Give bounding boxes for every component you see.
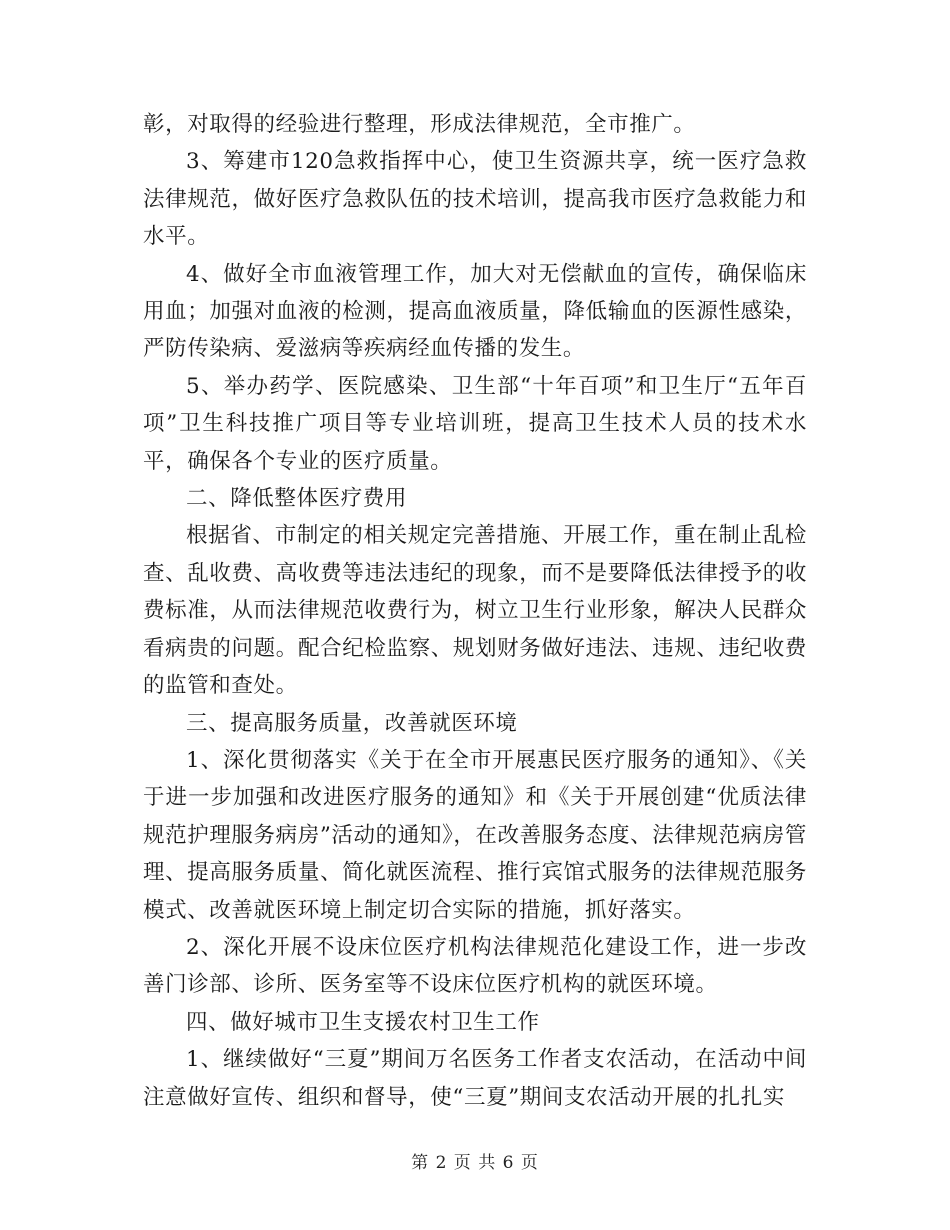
- paragraph-item-3: 3、筹建市120急救指挥中心，使卫生资源共享，统一医疗急救法律规范，做好医疗急救队伍的技术培训，提高我市医疗急救能力和水平。: [143, 149, 807, 250]
- page-number-footer: 第 2 页 共 6 页: [411, 1153, 539, 1173]
- paragraph-section-4-item-1: 1、继续做好“三夏”期间万名医务工作者支农活动，在活动中间注意做好宣传、组织和督导，使“三夏”期间支农活动开展的扎扎实: [143, 1047, 807, 1110]
- paragraph-continuation: 彰，对取得的经验进行整理，形成法律规范，全市推广。: [143, 112, 696, 137]
- paragraph-item-5: 5、举办药学、医院感染、卫生部“十年百项”和卫生厅“五年百项”卫生科技推广项目等专业培训班，提高卫生技术人员的技术水平，确保各个专业的医疗质量。: [143, 373, 807, 474]
- paragraph-section-3-item-2: 2、深化开展不设床位医疗机构法律规范化建设工作，进一步改善门诊部、诊所、医务室等不设床位医疗机构的就医环境。: [143, 934, 807, 998]
- paragraph-item-4: 4、做好全市血液管理工作，加大对无偿献血的宣传，确保临床用血；加强对血液的检测，提高血液质量，降低输血的医源性感染，严防传染病、爱滋病等疾病经血传播的发生。: [143, 261, 807, 362]
- paragraph-section-3-item-1: 1、深化贯彻落实《关于在全市开展惠民医疗服务的通知》、《关于进一步加强和改进医疗服务的通知》和《关于开展创建“优质法律规范护理服务病房”活动的通知》，在改善服务态度、法律规范病房管理、提高服务质量、简化就医流程、推行宾馆式服务的法律规范服务模式、改善就医环境上制定切合实际的措施，抓好落实。: [143, 747, 807, 923]
- paragraph-section-2-body: 根据省、市制定的相关规定完善措施、开展工作，重在制止乱检查、乱收费、高收费等违法违纪的现象，而不是要降低法律授予的收费标准，从而法律规范收费行为，树立卫生行业形象，解决人民群众看病贵的问题。配合纪检监察、规划财务做好违法、违规、违纪收费的监管和查处。: [143, 523, 807, 699]
- section-heading-4: 四、做好城市卫生支援农村卫生工作: [186, 1009, 540, 1035]
- section-heading-3: 三、提高服务质量，改善就医环境: [186, 710, 518, 736]
- section-heading-2: 二、降低整体医疗费用: [186, 486, 408, 512]
- document-body: [143, 106, 807, 1116]
